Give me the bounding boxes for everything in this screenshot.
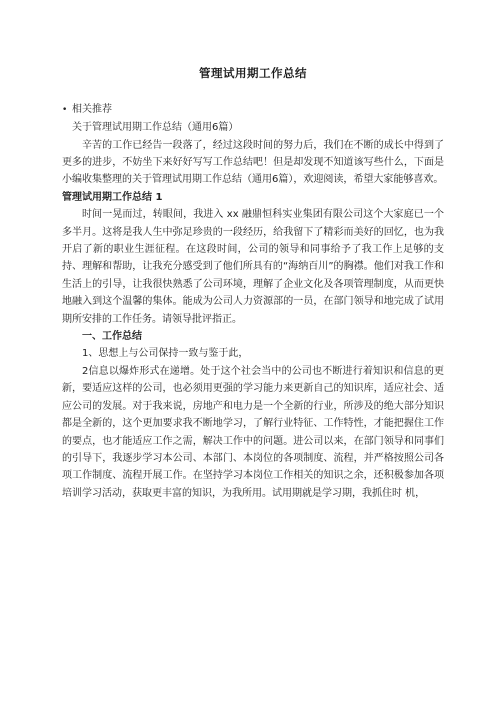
related-recommend[interactable] <box>62 101 444 119</box>
list-item: 2信息以爆炸形式在递增。处于这个社会当中的公司也不断进行着知识和信息的更新，要适应这样的公司，也必须用更强的学习能力来更新自己的知识库，适应社会、适应公司的发展。对于我来说，房地产和电力是一个全新的行业，所涉及的绝大部分知识都是全新的，这个更加要求我不断地学习，了解行业特征、工作特性，才能把握住工作的要点，也才能适应工作之需，解决工作中的问题。进公司以来，在部门领导和同事们的引导下，我逐步学习本公司、本部门、本岗位的各项制度、流程，并严格按照公司各项工作制度、流程开展工作。在坚持学习本岗位工作相关的知识之余，还积极参加各项培训学习活动，获取更丰富的知识，为我所用。试用期就是学习期，我抓住时 机， <box>62 365 444 499</box>
intro-paragraph: 辛苦的工作已经告一段落了，经过这段时间的努力后，我们在不断的成长中得到了更多的进步，不妨坐下来好好写写工作总结吧！但是却发现不知道该写些什么，下面是小编收集整理的关于管理试用期工作总结（通用6篇），欢迎阅读，希望大家能够喜欢。 <box>62 139 444 186</box>
related-label: 相关推荐 <box>72 104 112 115</box>
bullet-icon: • <box>62 105 68 115</box>
subtitle: 关于管理试用期工作总结（通用6篇） <box>72 122 239 134</box>
section-paragraph: 时间一晃而过，转眼间，我进入 xx 融鼎恒科实业集团有限公司这个大家庭已一个多半月。这将是我人生中弥足珍贵的一段经历，给我留下了精彩而美好的回忆，也为我开启了新的职业生涯征程。在这段时间，公司的领导和同事给予了我工作上足够的支持、理解和帮助，让我充分感受到了他们所具有的“海纳百川”的胸襟。他们对我工作和生活上的引导，让我很快熟悉了公司环境，理解了企业文化及各项管理制度，从而更快地融入到这个温馨的集体。能成为公司人力资源部的一员，在部门领导和地完成了试用期所安排的工作任务。请领导批评指正。 <box>62 209 444 325</box>
section-heading: 管理试用期工作总结 1 <box>62 191 163 203</box>
document-title: 管理试用期工作总结 <box>199 66 307 80</box>
list-item: 1、思想上与公司保持一致与鉴于此， <box>82 348 249 360</box>
sub-heading: 一、工作总结 <box>82 331 142 343</box>
